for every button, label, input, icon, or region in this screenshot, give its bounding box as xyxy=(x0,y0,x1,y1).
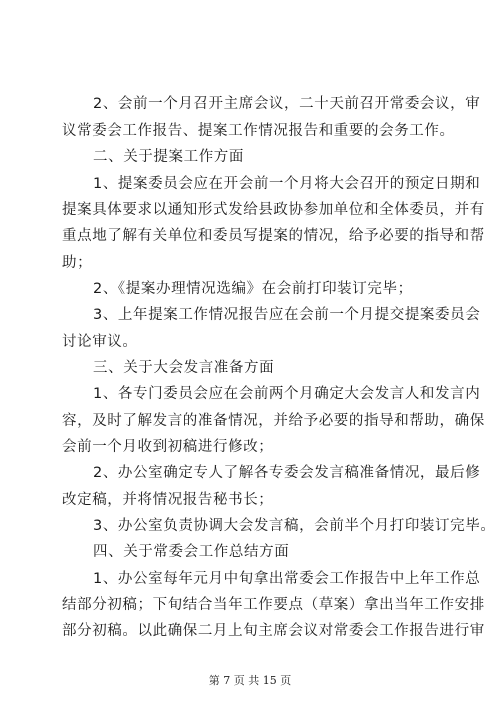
text-line: 3、上年提案工作情况报告应在会前一个月提交提案委员会 xyxy=(93,307,481,323)
text-line: 部分初稿。以此确保二月上旬主席会议对常委会工作报告进行审 xyxy=(62,623,485,639)
text-line: 重点地了解有关单位和委员写提案的情况，给予必要的指导和帮 xyxy=(62,228,485,244)
text-line: 1、各专门委员会应在会前两个月确定大会发言人和发言内 xyxy=(93,386,481,402)
text-line: 会前一个月收到初稿进行修改； xyxy=(62,439,274,455)
text-line: 讨论审议。 xyxy=(62,334,138,350)
page-number-footer: 第 7 页 共 15 页 xyxy=(208,674,292,687)
text-line: 2、会前一个月召开主席会议，二十天前召开常委会议，审 xyxy=(93,96,481,112)
text-line: 改定稿，并将情况报告秘书长； xyxy=(62,492,274,508)
text-line: 2、办公室确定专人了解各专委会发言稿准备情况，最后修 xyxy=(93,465,481,481)
text-line: 助； xyxy=(62,255,93,271)
text-line: 3、办公室负责协调大会发言稿，会前半个月打印装订完毕。 xyxy=(93,518,496,534)
text-line: 1、提案委员会应在开会前一个月将大会召开的预定日期和 xyxy=(93,176,481,192)
text-line: 议常委会工作报告、提案工作情况报告和重要的会务工作。 xyxy=(62,123,455,139)
section-heading: 二、关于提案工作方面 xyxy=(93,149,244,165)
text-line: 1、办公室每年元月中旬拿出常委会工作报告中上年工作总 xyxy=(93,571,481,587)
text-line: 2、《提案办理情况选编》在会前打印装订完毕； xyxy=(93,281,413,297)
section-heading: 三、关于大会发言准备方面 xyxy=(93,360,275,376)
section-heading: 四、关于常委会工作总结方面 xyxy=(93,544,290,560)
text-line: 容，及时了解发言的准备情况，并给予必要的指导和帮助，确保 xyxy=(62,413,485,429)
text-line: 提案具体要求以通知形式发给县政协参加单位和全体委员，并有 xyxy=(62,202,485,218)
text-line: 结部分初稿；下旬结合当年工作要点（草案）拿出当年工作安排 xyxy=(62,597,485,613)
